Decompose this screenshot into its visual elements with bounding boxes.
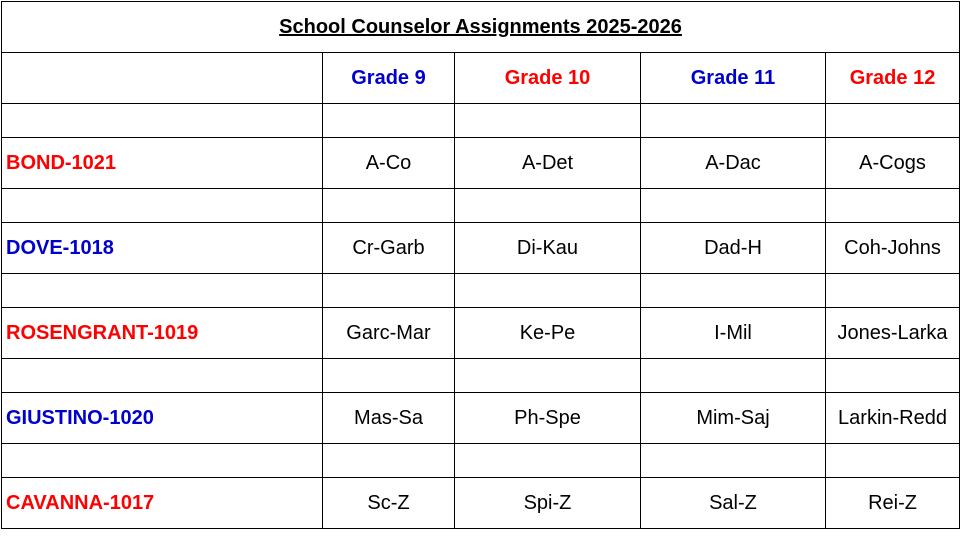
range-cell: Jones-Larka: [826, 308, 960, 359]
range-cell: Spi-Z: [455, 478, 641, 529]
range-cell: Dad-H: [641, 223, 826, 274]
range-cell: I-Mil: [641, 308, 826, 359]
range-cell: A-Co: [323, 138, 455, 189]
counselor-row-giustino: [2, 393, 960, 444]
range-cell: Mim-Saj: [641, 393, 826, 444]
range-cell: Ke-Pe: [455, 308, 641, 359]
spacer-row: [2, 274, 960, 308]
counselor-assignment-table: [1, 1, 960, 529]
counselor-row-cavanna: [2, 478, 960, 529]
spacer-row: [2, 444, 960, 478]
range-cell: A-Cogs: [826, 138, 960, 189]
counselor-name: ROSENGRANT-1019: [2, 308, 323, 359]
range-cell: Garc-Mar: [323, 308, 455, 359]
range-cell: Di-Kau: [455, 223, 641, 274]
range-cell: Sc-Z: [323, 478, 455, 529]
range-cell: Sal-Z: [641, 478, 826, 529]
header-empty-cell: [2, 53, 323, 104]
counselor-row-bond: [2, 138, 960, 189]
grade-header-9: Grade 9: [323, 53, 455, 104]
spacer-row: [2, 104, 960, 138]
counselor-row-dove: [2, 223, 960, 274]
counselor-name: CAVANNA-1017: [2, 478, 323, 529]
grade-header-12: Grade 12: [826, 53, 960, 104]
counselor-name: GIUSTINO-1020: [2, 393, 323, 444]
title-row: [2, 2, 960, 53]
range-cell: Mas-Sa: [323, 393, 455, 444]
range-cell: Coh-Johns: [826, 223, 960, 274]
range-cell: A-Det: [455, 138, 641, 189]
spacer-row: [2, 359, 960, 393]
grade-header-row: [2, 53, 960, 104]
counselor-name: DOVE-1018: [2, 223, 323, 274]
counselor-name: BOND-1021: [2, 138, 323, 189]
range-cell: Larkin-Redd: [826, 393, 960, 444]
grade-header-11: Grade 11: [641, 53, 826, 104]
range-cell: Ph-Spe: [455, 393, 641, 444]
page-title: School Counselor Assignments 2025-2026: [2, 2, 960, 53]
counselor-row-rosengrant: [2, 308, 960, 359]
range-cell: Cr-Garb: [323, 223, 455, 274]
range-cell: Rei-Z: [826, 478, 960, 529]
range-cell: A-Dac: [641, 138, 826, 189]
grade-header-10: Grade 10: [455, 53, 641, 104]
spacer-row: [2, 189, 960, 223]
